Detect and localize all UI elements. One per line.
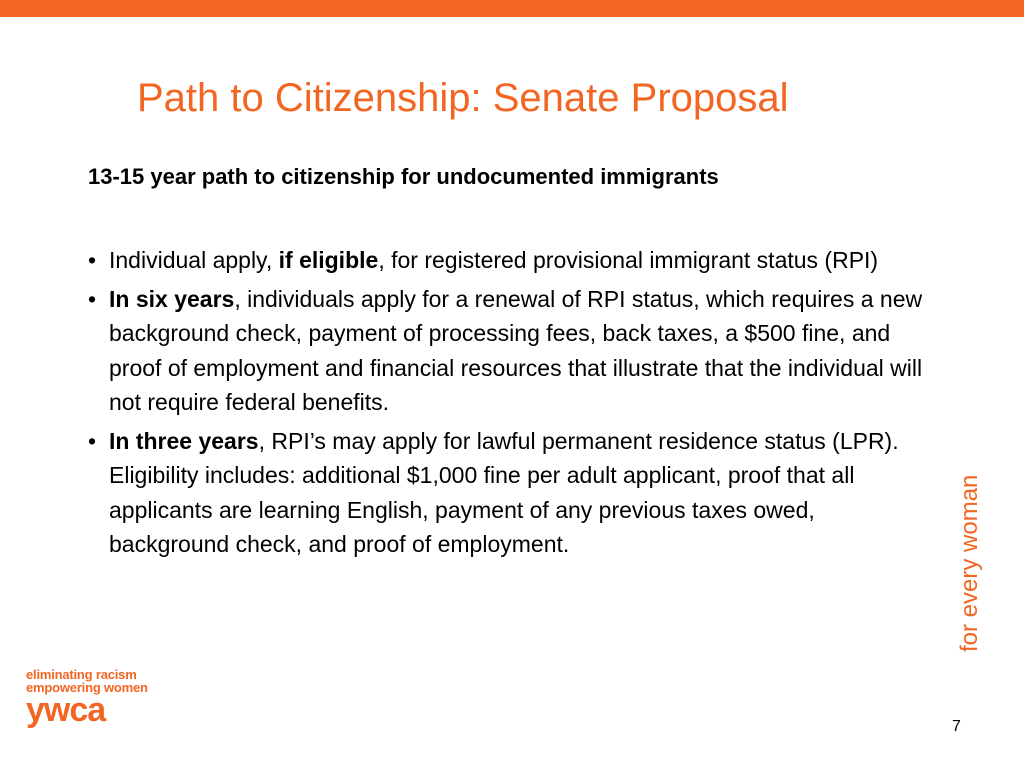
bullet-dot: • [88,285,97,312]
logo-line-2: empowering women [26,680,148,695]
bullet-dot: • [88,247,97,273]
bullet-list [88,243,928,566]
bullet-text-after: , individuals apply for a renewal of RPI status, which requires a new background check, payment of processing fees, back taxes, a $500 fine, and proof of employment and financial resources that illustrate that the individual will not require federal benefits. [109,285,923,415]
slide-title: Path to Citizenship: Senate Proposal [137,76,789,120]
ywca-logo [26,667,148,729]
logo-brand: ywca [26,691,106,729]
bullet-text-after: , for registered provisional immigrant status (RPI) [378,247,879,273]
top-accent-bar [0,0,1024,17]
logo-line-1: eliminating racism [26,667,137,682]
bullet-item [88,282,928,420]
bullet-text-bold: In six years [109,285,235,312]
bullet-item [88,243,928,278]
vertical-tagline: for every woman [956,474,983,652]
bullet-text-after: , RPI’s may apply for lawful permanent residence status (LPR). Eligibility includes: additional $1,000 fine per adult applicant, proof that all applicants are learning English, payment of any previous taxes owed, background check, and proof of employment. [109,427,899,557]
slide-subtitle: 13-15 year path to citizenship for undocumented immigrants [88,164,719,189]
bullet-text-bold: In three years [109,427,259,454]
bullet-dot: • [88,427,97,454]
bullet-text-bold: if eligible [278,247,379,273]
bullet-text-before: Individual apply, [109,247,279,273]
bullet-item [88,424,928,562]
page-number: 7 [952,718,961,735]
